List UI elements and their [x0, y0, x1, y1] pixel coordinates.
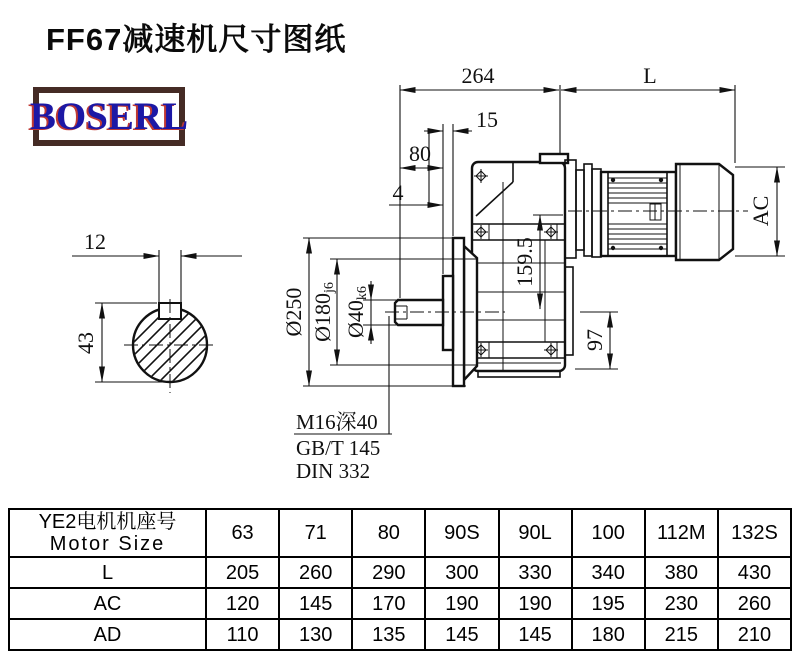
dim-AC — [735, 167, 785, 256]
dim-15 — [424, 107, 498, 132]
dim-label-159-5: 159.5 — [512, 237, 538, 287]
column-header: 100 — [572, 509, 645, 557]
table-cell: 130 — [279, 619, 352, 650]
table-cell: 260 — [718, 588, 791, 619]
header-cn: YE2电机机座号 — [38, 511, 177, 533]
dim-264 — [400, 63, 559, 90]
table-cell: 110 — [206, 619, 279, 650]
column-header: 90L — [499, 509, 572, 557]
table-row-AC — [9, 588, 791, 619]
dim-label-97: 97 — [582, 329, 608, 351]
table-cell: 290 — [352, 557, 425, 588]
column-header: 71 — [279, 509, 352, 557]
dim-L — [561, 63, 735, 90]
shaft-section-view — [71, 229, 267, 393]
dim-label-264: 264 — [461, 63, 495, 88]
note-tap-hole: M16深40 — [296, 410, 378, 434]
dim-label-4: 4 — [392, 180, 404, 205]
table-cell: 135 — [352, 619, 425, 650]
table-row-L — [9, 557, 791, 588]
table-cell: 380 — [645, 557, 718, 588]
column-header: 112M — [645, 509, 718, 557]
table-cell: 340 — [572, 557, 645, 588]
table-header-row — [9, 509, 791, 557]
table-cell: 120 — [206, 588, 279, 619]
fan-cover — [676, 164, 733, 260]
table-cell: 145 — [499, 619, 572, 650]
dim-label-15: 15 — [476, 107, 498, 132]
table-corner-header — [9, 509, 206, 557]
brand-logo-text: BOSERL — [29, 95, 189, 138]
motor-body — [601, 172, 676, 256]
main-side-view — [385, 154, 748, 386]
table-cell: 230 — [645, 588, 718, 619]
column-header: 132S — [718, 509, 791, 557]
row-label: AD — [9, 619, 206, 650]
table-cell: 190 — [425, 588, 498, 619]
dimensions — [281, 63, 785, 483]
table-cell: 215 — [645, 619, 718, 650]
dim-4 — [389, 180, 443, 205]
note-standard-din: DIN 332 — [296, 459, 371, 483]
table-cell: 210 — [718, 619, 791, 650]
row-label: L — [9, 557, 206, 588]
dim-label-d250: Ø250 — [281, 287, 307, 337]
table-cell: 430 — [718, 557, 791, 588]
dim-label-AC: AC — [748, 195, 774, 227]
column-header: 80 — [352, 509, 425, 557]
motor-adapter — [565, 160, 601, 258]
table-cell: 195 — [572, 588, 645, 619]
table-cell: 260 — [279, 557, 352, 588]
table-cell: 330 — [499, 557, 572, 588]
dim-label-d40: $Ø40_{k6}$ — [343, 286, 371, 338]
note-standard-gb: GB/T 145 — [296, 436, 381, 460]
dim-80 — [400, 141, 443, 168]
dim-97 — [575, 312, 618, 369]
table-cell: 145 — [279, 588, 352, 619]
table-cell: 205 — [206, 557, 279, 588]
table-cell: 180 — [572, 619, 645, 650]
dim-label-43: 43 — [73, 332, 99, 354]
dim-key-width — [72, 229, 242, 303]
column-header: 90S — [425, 509, 498, 557]
dim-label-12: 12 — [84, 229, 106, 254]
row-label: AC — [9, 588, 206, 619]
dim-label-d180: $Ø180_{j6}$ — [310, 282, 338, 342]
page-title: FF67减速机尺寸图纸 — [46, 22, 347, 57]
table-cell: 190 — [499, 588, 572, 619]
header-en: Motor Size — [49, 533, 166, 555]
dim-label-80: 80 — [409, 141, 431, 166]
column-header: 63 — [206, 509, 279, 557]
table-cell: 300 — [425, 557, 498, 588]
dim-label-L: L — [643, 63, 657, 88]
table-cell: 145 — [425, 619, 498, 650]
table-row-AD — [9, 619, 791, 650]
table-cell: 170 — [352, 588, 425, 619]
motor-size-table — [8, 508, 792, 651]
